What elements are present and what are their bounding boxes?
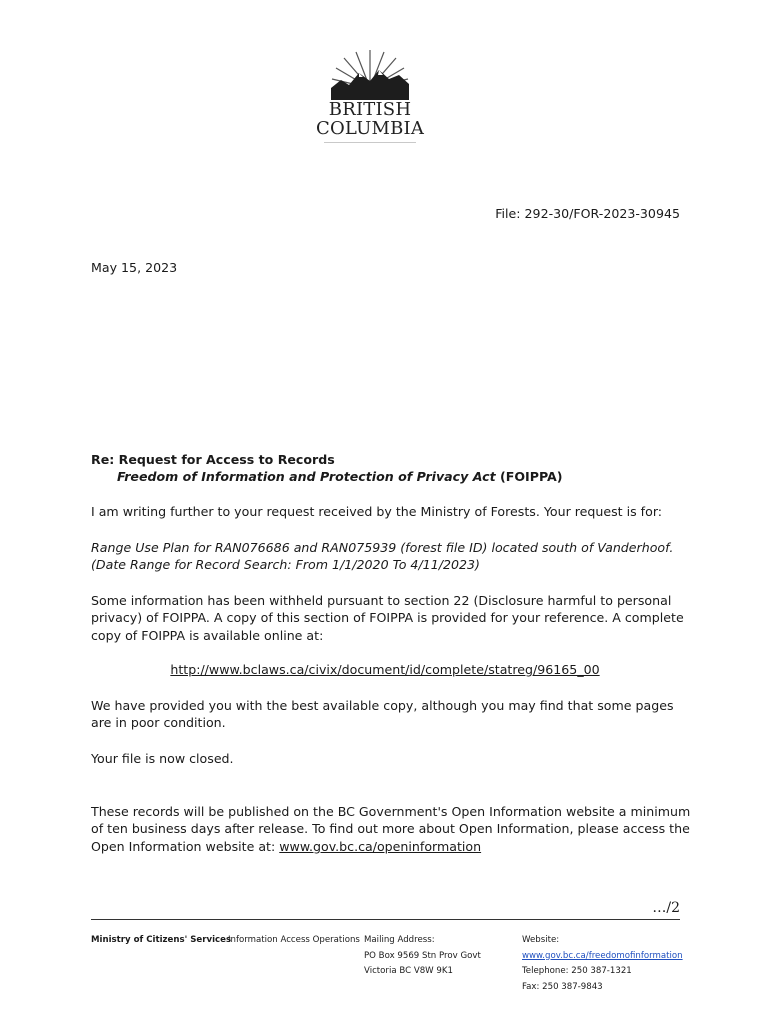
act-abbreviation: (FOIPPA) [495,469,563,485]
file-reference: File: 292-30/FOR-2023-30945 [495,206,680,221]
website-label: Website: [522,935,560,945]
logo-underline [324,142,416,143]
foippa-link[interactable]: http://www.bclaws.ca/civix/document/id/complete/statreg/96165_00 [170,662,600,677]
paragraph-withheld: Some information has been withheld pursuant to section 22 (Disclosure harmful to personal privacy) of FOIPPA. A copy of this section of FOIPPA is provided for your reference. A complete copy of FOIPPA is available online at: [91,593,684,643]
telephone: Telephone: 250 387-1321 [522,966,632,976]
footer-ministry: Ministry of Citizens' Services [91,935,232,945]
fax: Fax: 250 387-9843 [522,981,603,992]
bc-logo [316,48,424,143]
website-link[interactable]: www.gov.bc.ca/freedomofinformation [522,950,683,961]
footer-mailing-address [364,933,481,980]
open-information-text: These records will be published on the BC Government's Open Information website a minimum of ten business days after release. To find out more about Open Information, please access the Open Information website at: [91,804,691,854]
logo-wordmark [316,100,424,138]
mailing-label: Mailing Address: [364,935,435,945]
mailing-line-2: Victoria BC V8W 9K1 [364,966,453,976]
subject-block [91,451,563,486]
logo-line-columbia: COLUMBIA [316,118,425,139]
logo-line-british: BRITISH [328,99,412,120]
paragraph-copy-quality: We have provided you with the best available copy, although you may find that some pages are in poor condition. [91,698,674,731]
footer-contact [522,933,683,995]
paragraph-request: I am writing further to your request received by the Ministry of Forests. Your request is for: [91,504,663,519]
paragraph-file-closed: Your file is now closed. [91,751,234,766]
paragraph-request-details: Range Use Plan for RAN076686 and RAN075939 (forest file ID) located south of Vanderhoof. (Date Range for Record Search: From 1/1/2020 To 4/11/2023) [91,540,674,573]
act-name: Freedom of Information and Protection of Privacy Act [117,469,496,485]
subject-act [91,468,563,485]
footer-divider [91,919,680,920]
open-information-link[interactable]: www.gov.bc.ca/openinformation [279,838,482,854]
footer-branch: Information Access Operations [228,935,360,945]
bc-sun-mountains-icon [329,48,411,100]
letter-date: May 15, 2023 [91,260,178,275]
mailing-line-1: PO Box 9569 Stn Prov Govt [364,950,481,961]
paragraph-open-information [91,803,691,855]
subject-line: Re: Request for Access to Records [91,452,335,467]
page-continuation: …/2 [652,900,680,916]
